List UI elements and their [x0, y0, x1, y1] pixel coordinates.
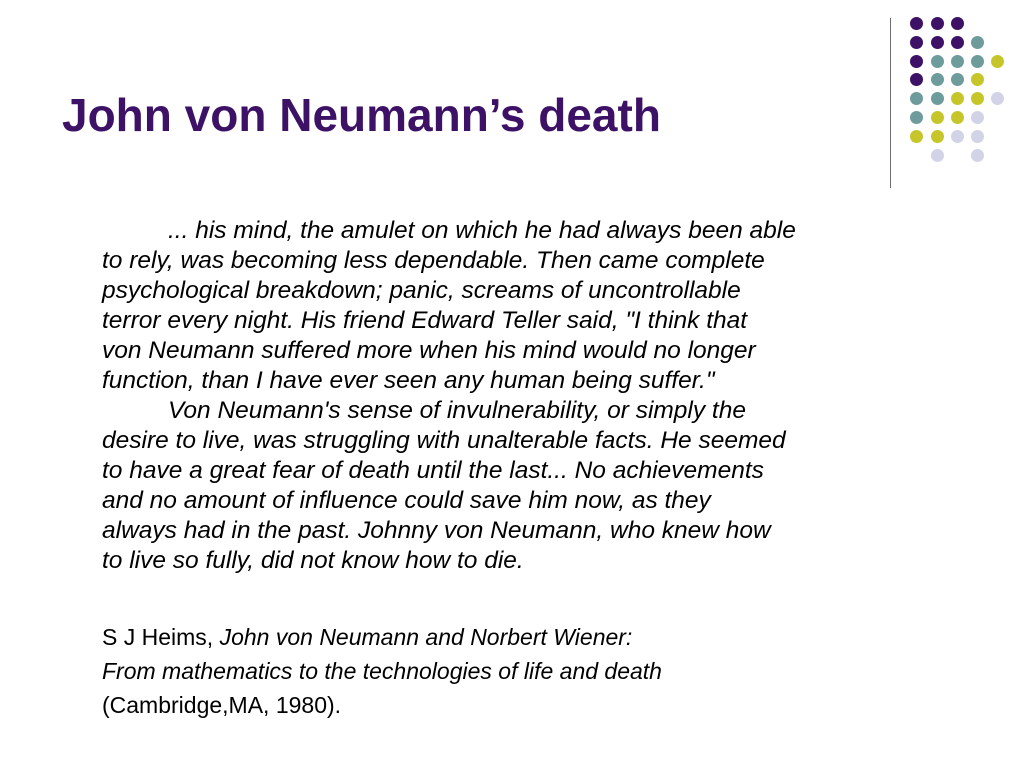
citation-book-title: John von Neumann and Norbert Wiener:	[219, 624, 633, 650]
decorative-dot	[951, 73, 964, 86]
decorative-dot	[951, 36, 964, 49]
quote-line: and no amount of influence could save him now, as they	[102, 487, 711, 514]
decorative-dot-grid	[0, 0, 1024, 200]
decorative-dot	[971, 130, 984, 143]
citation-publication: (Cambridge,MA, 1980).	[102, 692, 342, 718]
citation-line-1	[102, 620, 962, 654]
decorative-dot	[910, 73, 923, 86]
decorative-dot	[991, 92, 1004, 105]
decorative-dot	[931, 17, 944, 30]
decorative-dot	[931, 55, 944, 68]
decorative-dot	[931, 36, 944, 49]
quote-line: von Neumann suffered more when his mind would no longer	[102, 337, 756, 364]
quote-line: to live so fully, did not know how to die.	[102, 547, 524, 574]
decorative-dot	[971, 92, 984, 105]
quote-line: ... his mind, the amulet on which he had always been able	[168, 217, 796, 244]
quote-block	[102, 216, 992, 576]
decorative-dot	[910, 36, 923, 49]
quote-line: terror every night. His friend Edward Teller said, "I think that	[102, 307, 748, 334]
decorative-dot	[910, 130, 923, 143]
quote-line: always had in the past. Johnny von Neumann, who knew how	[102, 517, 771, 544]
decorative-dot	[910, 17, 923, 30]
decorative-dot	[931, 149, 944, 162]
citation-book-subtitle: From mathematics to the technologies of life and death	[102, 658, 662, 684]
quote-line: function, than I have ever seen any human being suffer."	[102, 367, 715, 394]
citation-block	[102, 620, 962, 722]
decorative-dot	[931, 73, 944, 86]
quote-line: psychological breakdown; panic, screams of uncontrollable	[102, 277, 741, 304]
decorative-dot	[971, 55, 984, 68]
decorative-dot	[951, 111, 964, 124]
decorative-dot	[910, 92, 923, 105]
slide-title: John von Neumann’s death	[62, 89, 661, 141]
quote-line: to have a great fear of death until the last... No achievements	[102, 457, 764, 484]
decorative-dot	[931, 92, 944, 105]
quote-line: desire to live, was struggling with unalterable facts. He seemed	[102, 427, 786, 454]
decorative-dot	[951, 130, 964, 143]
decorative-dot	[910, 55, 923, 68]
decorative-dot	[951, 55, 964, 68]
decorative-dot	[931, 111, 944, 124]
decorative-dot	[971, 149, 984, 162]
decorative-dot	[931, 130, 944, 143]
decorative-dot	[991, 55, 1004, 68]
decorative-dot	[971, 73, 984, 86]
quote-line: to rely, was becoming less dependable. Then came complete	[102, 247, 765, 274]
decorative-dot	[971, 111, 984, 124]
decorative-dot	[951, 92, 964, 105]
quote-line: Von Neumann's sense of invulnerability, or simply the	[168, 397, 746, 424]
decorative-dot	[910, 111, 923, 124]
decorative-dot	[951, 17, 964, 30]
citation-author: S J Heims,	[102, 624, 220, 650]
decorative-dot	[971, 36, 984, 49]
